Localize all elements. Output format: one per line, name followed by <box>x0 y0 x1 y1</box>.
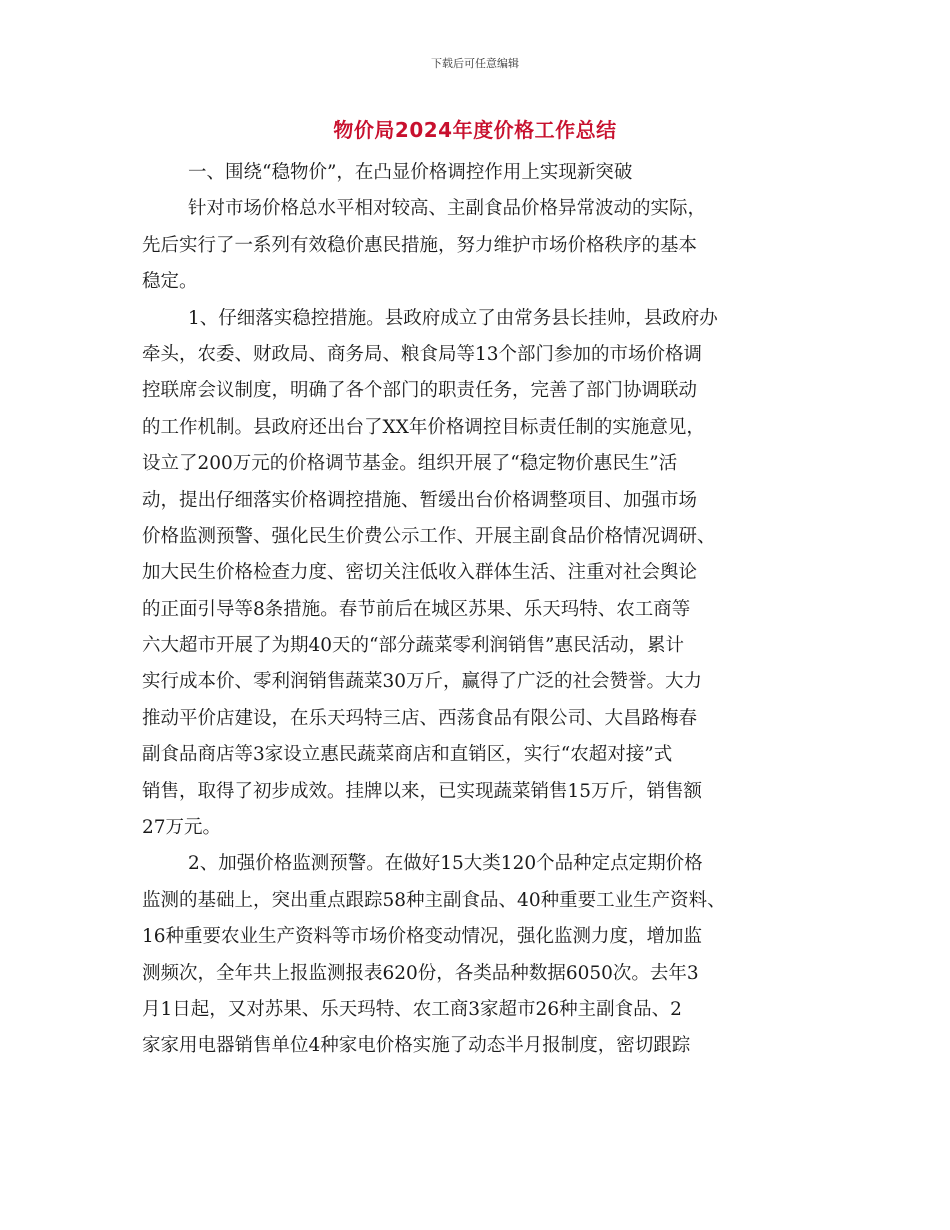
text-line: 副食品商店等3家设立惠民蔬菜商店和直销区，实行“农超对接”式 <box>142 744 673 766</box>
text-line: 27万元。 <box>142 817 222 839</box>
text-line: 动，提出仔细落实价格调控措施、暂缓出台价格调整项目、加强市场 <box>142 489 698 511</box>
text-line: 六大超市开展了为期40天的“部分蔬菜零利润销售”惠民活动，累计 <box>142 635 684 657</box>
document-body <box>142 155 808 1065</box>
text-line: 先后实行了一系列有效稳价惠民措施，努力维护市场价格秩序的基本 <box>142 234 698 256</box>
text-line: 的正面引导等8条措施。春节前后在城区苏果、乐天玛特、农工商等 <box>142 598 691 620</box>
text-line: 加大民生价格检查力度、密切关注低收入群体生活、注重对社会舆论 <box>142 562 698 584</box>
text-line: 针对市场价格总水平相对较高、主副食品价格异常波动的实际， <box>188 198 707 220</box>
text-line: 实行成本价、零利润销售蔬菜30万斤，赢得了广泛的社会赞誉。大力 <box>142 671 703 693</box>
text-line: 一、围绕“稳物价”，在凸显价格调控作用上实现新突破 <box>188 162 633 183</box>
text-line: 的工作机制。县政府还出台了XX年价格调控目标责任制的实施意见， <box>142 416 705 438</box>
header-note: 下载后可任意编辑 <box>431 57 519 70</box>
document-title: 物价局2024年度价格工作总结 <box>333 118 617 142</box>
text-line: 设立了200万元的价格调节基金。组织开展了“稳定物价惠民生”活 <box>142 453 678 475</box>
text-line: 牵头，农委、财政局、商务局、粮食局等13个部门参加的市场价格调 <box>142 343 703 365</box>
text-line: 监测的基础上，突出重点跟踪58种主副食品、40种重要工业生产资料、 <box>142 889 726 911</box>
text-line: 测频次，全年共上报监测报表620份，各类品种数据6050次。去年3 <box>142 962 699 984</box>
text-line: 1、仔细落实稳控措施。县政府成立了由常务县长挂帅，县政府办 <box>188 307 718 329</box>
text-line: 稳定。 <box>142 271 198 293</box>
text-line: 控联席会议制度，明确了各个部门的职责任务，完善了部门协调联动 <box>142 380 698 402</box>
text-line: 2、加强价格监测预警。在做好15大类120个品种定点定期价格 <box>188 853 703 875</box>
text-line: 16种重要农业生产资料等市场价格变动情况，强化监测力度，增加监 <box>142 926 703 948</box>
text-line: 销售，取得了初步成效。挂牌以来，已实现蔬菜销售15万斤，销售额 <box>142 780 703 802</box>
text-line: 家家用电器销售单位4种家电价格实施了动态半月报制度，密切跟踪 <box>142 1035 691 1057</box>
text-line: 价格监测预警、强化民生价费公示工作、开展主副食品价格情况调研、 <box>142 525 716 547</box>
text-line: 月1日起，又对苏果、乐天玛特、农工商3家超市26种主副食品、2 <box>142 998 682 1020</box>
text-line: 推动平价店建设，在乐天玛特三店、西荡食品有限公司、大昌路梅春 <box>142 707 698 729</box>
